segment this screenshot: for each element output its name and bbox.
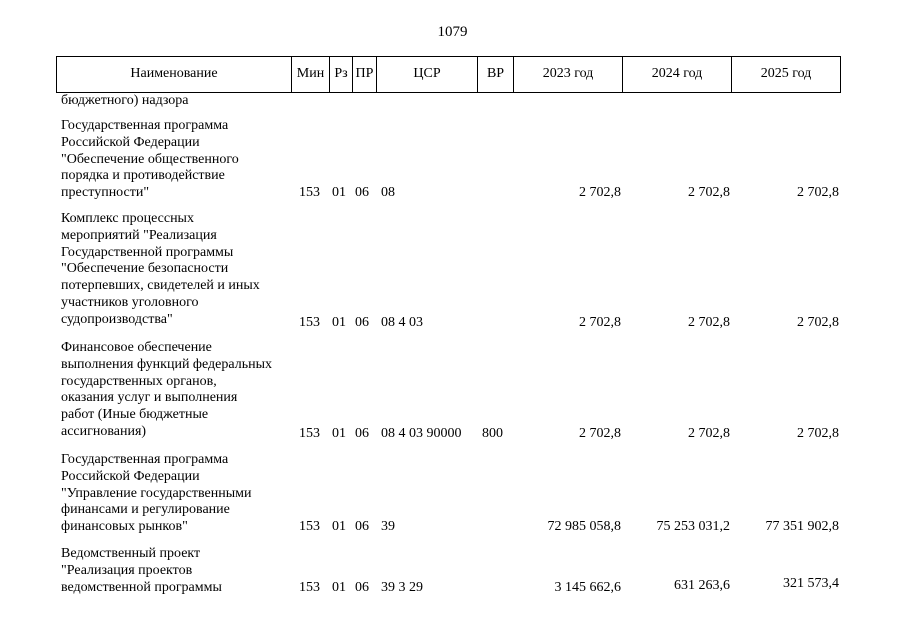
- page-number: 1079: [437, 24, 468, 40]
- name-line: судопроизводства": [61, 311, 173, 327]
- cell-min: 153: [299, 519, 320, 534]
- name-line: участников уголовного: [61, 294, 199, 310]
- cell-2024: 2 702,8: [688, 185, 730, 200]
- cell-2023: 2 702,8: [579, 426, 621, 441]
- name-line: "Управление государственными: [61, 485, 252, 501]
- cell-pr: 06: [355, 519, 369, 534]
- header-name: Наименование: [130, 66, 218, 81]
- name-line: выполнения функций федеральных: [61, 356, 272, 372]
- cell-csr: 08: [381, 185, 395, 200]
- cell-min: 153: [299, 426, 320, 441]
- header-divider: [840, 56, 841, 93]
- header-2025: 2025 год: [760, 66, 812, 81]
- cell-2023: 72 985 058,8: [547, 519, 621, 534]
- cell-pr: 06: [355, 315, 369, 330]
- cell-2025: 321 573,4: [783, 576, 839, 591]
- table-row-name: [61, 546, 288, 596]
- name-line: потерпевших, свидетелей и иных: [61, 278, 260, 294]
- cell-2025: 77 351 902,8: [765, 519, 839, 534]
- header-min: Мин: [296, 66, 325, 81]
- cell-rz: 01: [332, 519, 346, 534]
- cell-2023: 2 702,8: [579, 185, 621, 200]
- cell-rz: 01: [332, 315, 346, 330]
- cell-2025: 2 702,8: [797, 426, 839, 441]
- name-line: Ведомственный проект: [61, 546, 201, 561]
- cell-min: 153: [299, 580, 320, 595]
- cell-csr: 39 3 29: [381, 580, 423, 595]
- name-line: Российской Федерации: [61, 134, 200, 150]
- name-line: финансовых рынков": [61, 519, 188, 535]
- name-line: мероприятий "Реализация: [61, 227, 217, 243]
- cell-2024: 75 253 031,2: [656, 519, 730, 534]
- cell-pr: 06: [355, 580, 369, 595]
- name-line: Государственной программы: [61, 244, 234, 260]
- name-line: "Реализация проектов: [61, 562, 193, 578]
- cell-pr: 06: [355, 185, 369, 200]
- name-line: преступности": [61, 185, 150, 201]
- table-row-name: [61, 340, 288, 441]
- cell-min: 153: [299, 185, 320, 200]
- name-line: Государственная программа: [61, 452, 229, 467]
- cell-csr: 39: [381, 519, 395, 534]
- name-line: Комплекс процессных: [61, 211, 194, 226]
- name-line: ведомственной программы: [61, 579, 222, 595]
- name-line: ассигнования): [61, 423, 147, 439]
- continued-text: бюджетного) надзора: [61, 93, 189, 108]
- name-line: порядка и противодействие: [61, 168, 225, 184]
- cell-csr: 08 4 03: [381, 315, 423, 330]
- name-line: Российской Федерации: [61, 468, 200, 484]
- cell-rz: 01: [332, 580, 346, 595]
- cell-rz: 01: [332, 185, 346, 200]
- name-line: работ (Иные бюджетные: [61, 407, 209, 423]
- cell-pr: 06: [355, 426, 369, 441]
- name-line: "Обеспечение безопасности: [61, 261, 229, 277]
- table-row-name: [61, 211, 288, 329]
- name-line: государственных органов,: [61, 373, 217, 389]
- cell-2024: 631 263,6: [674, 578, 730, 593]
- cell-2025: 2 702,8: [797, 185, 839, 200]
- header-pr: ПР: [355, 66, 374, 81]
- name-line: Финансовое обеспечение: [61, 340, 212, 355]
- name-line: "Обеспечение общественного: [61, 151, 239, 167]
- cell-csr: 08 4 03 90000: [381, 426, 462, 441]
- cell-2023: 2 702,8: [579, 315, 621, 330]
- name-line: Государственная программа: [61, 118, 229, 133]
- header-csr: ЦСР: [413, 66, 441, 81]
- cell-2024: 2 702,8: [688, 315, 730, 330]
- header-vr: ВР: [486, 66, 505, 81]
- cell-min: 153: [299, 315, 320, 330]
- cell-rz: 01: [332, 426, 346, 441]
- header-rz: Рз: [334, 66, 348, 81]
- table-row-name: [61, 452, 288, 536]
- cell-2023: 3 145 662,6: [554, 580, 621, 595]
- cell-vr: 800: [482, 426, 503, 441]
- header-2024: 2024 год: [651, 66, 703, 81]
- table-row-name: [61, 118, 288, 202]
- cell-2025: 2 702,8: [797, 315, 839, 330]
- header-2023: 2023 год: [542, 66, 594, 81]
- name-line: финансами и регулирование: [61, 502, 230, 518]
- cell-2024: 2 702,8: [688, 426, 730, 441]
- name-line: оказания услуг и выполнения: [61, 390, 238, 406]
